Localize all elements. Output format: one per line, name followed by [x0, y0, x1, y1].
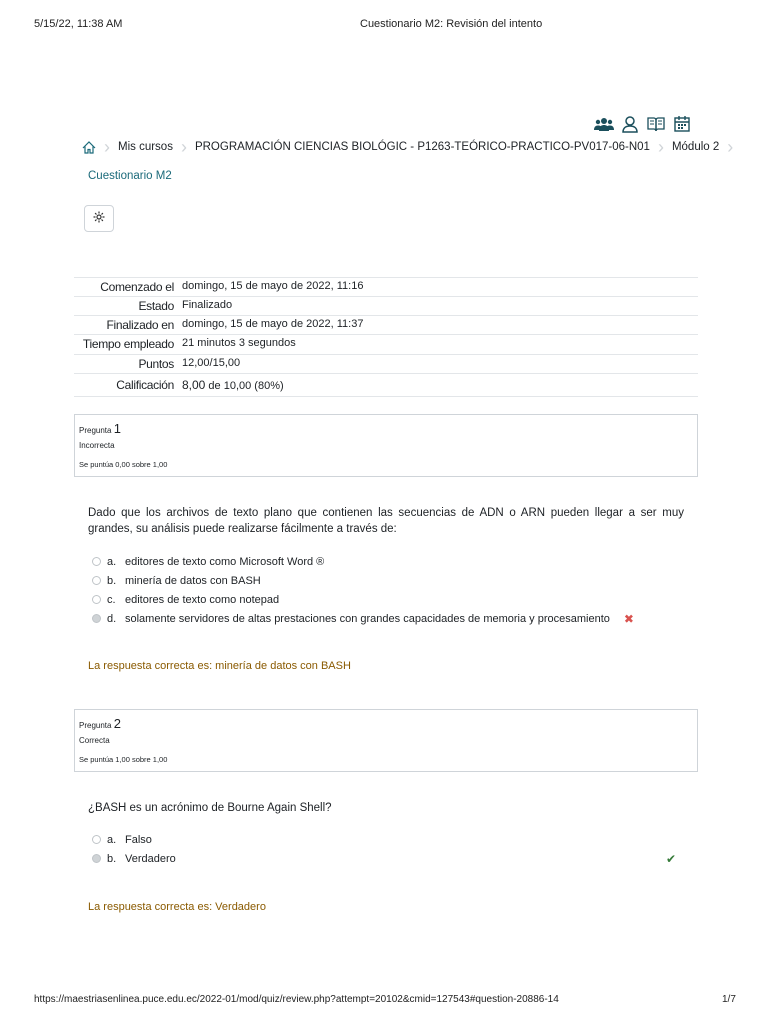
summary-row-state: [74, 297, 698, 316]
answer-option[interactable]: a. editores de texto como Microsoft Word ®: [92, 552, 634, 571]
answer-option[interactable]: b. minería de datos con BASH: [92, 571, 634, 590]
breadcrumb-current[interactable]: Cuestionario M2: [88, 170, 172, 182]
incorrect-icon: ✖: [623, 611, 634, 626]
book-icon[interactable]: [646, 114, 666, 134]
answer-option-selected[interactable]: b. Verdadero ✔: [92, 849, 686, 868]
summary-value: Finalizado: [182, 299, 233, 311]
question-grade: Se puntúa 0,00 sobre 1,00: [79, 460, 168, 469]
summary-label: Comenzado el: [100, 280, 174, 294]
answer-list-1: [92, 552, 634, 628]
question-number: Pregunta 2: [79, 716, 121, 731]
question-grade: Se puntúa 1,00 sobre 1,00: [79, 755, 168, 764]
summary-row-grade: [74, 374, 698, 397]
breadcrumb-mis-cursos[interactable]: Mis cursos: [118, 141, 173, 153]
answer-list-2: [92, 830, 686, 868]
breadcrumb: [82, 134, 734, 160]
print-datetime: 5/15/22, 11:38 AM: [34, 18, 123, 30]
question-info-2: [74, 709, 698, 772]
grade-value: 8,00: [182, 378, 206, 392]
question-number: Pregunta 1: [79, 421, 121, 436]
grade-rest: de 10,00 (80%): [208, 380, 284, 392]
print-page-number: 1/7: [722, 994, 736, 1005]
answer-option-selected[interactable]: d. solamente servidores de altas prestaciones con grandes capacidades de memoria y procesamiento ✖: [92, 609, 634, 628]
summary-label: Calificación: [116, 378, 174, 392]
correct-icon: ✔: [666, 851, 677, 866]
radio-button[interactable]: [92, 835, 101, 844]
calendar-icon[interactable]: [672, 114, 692, 134]
summary-row-time: [74, 335, 698, 355]
question-state: Correcta: [79, 736, 110, 745]
breadcrumb-separator: ›: [104, 136, 110, 157]
home-icon[interactable]: [82, 141, 96, 154]
breadcrumb-course[interactable]: PROGRAMACIÓN CIENCIAS BIOLÓGIC - P1263-TEÓRICO-PRACTICO-PV017-06-N01: [194, 141, 650, 153]
top-icon-bar: [594, 114, 692, 134]
radio-button-selected[interactable]: [92, 854, 101, 863]
breadcrumb-separator: ›: [180, 136, 187, 157]
answer-option[interactable]: a. Falso: [92, 830, 686, 849]
radio-button[interactable]: [92, 557, 101, 566]
breadcrumb-module[interactable]: Módulo 2: [671, 141, 720, 153]
settings-button[interactable]: [84, 205, 114, 232]
attempt-summary-table: [74, 277, 698, 397]
breadcrumb-separator: ›: [657, 136, 664, 157]
summary-value: domingo, 15 de mayo de 2022, 11:16: [182, 280, 364, 292]
summary-label: Puntos: [138, 357, 174, 371]
question-text-2: ¿BASH es un acrónimo de Bourne Again Shell?: [88, 802, 332, 814]
summary-label: Finalizado en: [106, 318, 174, 332]
summary-value: 21 minutos 3 segundos: [182, 337, 296, 349]
summary-row-completed: [74, 316, 698, 335]
print-title: Cuestionario M2: Revisión del intento: [360, 18, 543, 30]
user-profile-icon[interactable]: [620, 114, 640, 134]
participants-icon[interactable]: [594, 114, 614, 134]
question-text-1: Dado que los archivos de texto plano que contienen las secuencias de ADN o ARN pueden llegar a ser muy grandes, su análisis puede realizarse fácilmente a través de:: [88, 507, 684, 535]
radio-button[interactable]: [92, 576, 101, 585]
right-answer-2: La respuesta correcta es: Verdadero: [88, 901, 266, 913]
summary-label: Tiempo empleado: [82, 337, 174, 351]
question-info-1: [74, 414, 698, 477]
breadcrumb-separator: ›: [727, 136, 734, 157]
gear-icon: [93, 210, 105, 228]
summary-value: domingo, 15 de mayo de 2022, 11:37: [182, 318, 364, 330]
summary-row-marks: [74, 355, 698, 374]
radio-button-selected[interactable]: [92, 614, 101, 623]
summary-label: Estado: [138, 299, 174, 313]
right-answer-1: La respuesta correcta es: minería de datos con BASH: [88, 660, 351, 672]
answer-option[interactable]: c. editores de texto como notepad: [92, 590, 634, 609]
radio-button[interactable]: [92, 595, 101, 604]
question-state: Incorrecta: [79, 441, 115, 450]
print-url: https://maestriasenlinea.puce.edu.ec/2022-01/mod/quiz/review.php?attempt=20102&cmid=127543#question-20886-14: [34, 994, 559, 1005]
summary-value: 12,00/15,00: [182, 357, 241, 369]
summary-row-started: [74, 278, 698, 297]
